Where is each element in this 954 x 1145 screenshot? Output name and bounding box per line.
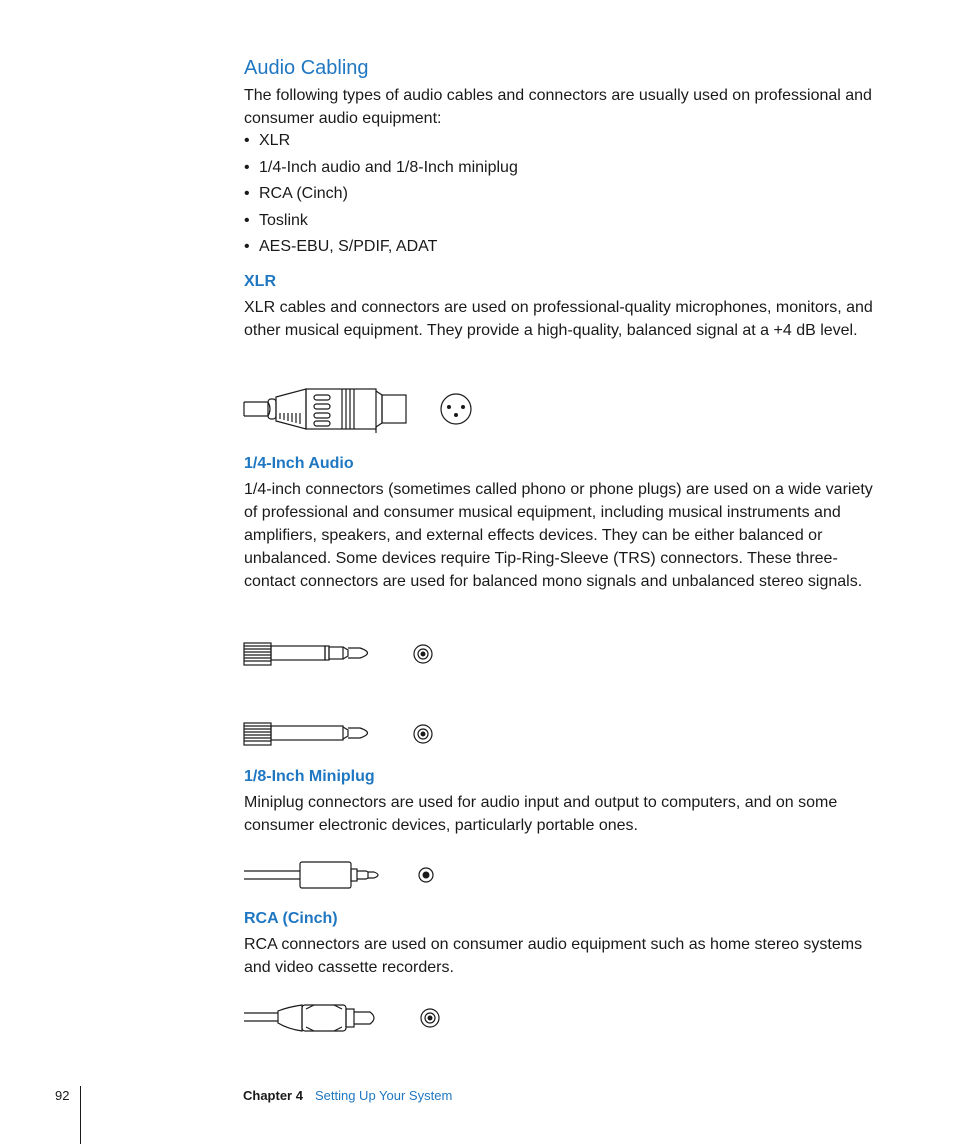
section-title-miniplug: 1/8-Inch Miniplug — [244, 768, 375, 785]
section-body-xlr: XLR cables and connectors are used on professional-quality microphones, monitors, and other musical equipment. They provide a high-quality, balanced signal at a +4 dB level. — [244, 299, 873, 339]
footer-divider — [80, 1086, 81, 1144]
list-item: • 1/4-Inch audio and 1/8-Inch miniplug — [244, 158, 518, 176]
chapter-title: Setting Up Your System — [314, 1088, 453, 1103]
trs-plug-illustration — [244, 638, 436, 670]
list-item: • AES-EBU, S/PDIF, ADAT — [244, 238, 438, 255]
list-item: • XLR — [244, 132, 291, 149]
footer-chapter — [243, 1088, 452, 1103]
list-item: • Toslink — [244, 211, 308, 229]
page-number: 92 — [55, 1088, 70, 1103]
xlr-connector-illustration — [244, 385, 476, 435]
section-title-rca: RCA (Cinch) — [244, 910, 338, 927]
connector-list — [244, 129, 518, 262]
chapter-label: Chapter 4 — [243, 1088, 303, 1103]
section-body-quarter-inch: 1/4-inch connectors (sometimes called phono or phone plugs) are used on a wide variety of professional and consumer musical equipment, including musical instruments and amplifiers, speakers, and external effects devices. They can be either balanced or unbalanced. Some devices require Tip-Ring-Sleeve (TRS) connectors. These three-contact connectors are used for balanced mono signals and unbalanced stereo signals. — [244, 481, 873, 590]
intro-paragraph: The following types of audio cables and connectors are usually used on professional and consumer audio equipment: — [244, 87, 872, 127]
miniplug-illustration — [244, 859, 436, 891]
section-body-miniplug: Miniplug connectors are used for audio input and output to computers, and on some consumer electronic devices, particularly portable ones. — [244, 794, 838, 834]
page-heading: Audio Cabling — [244, 57, 369, 79]
rca-plug-illustration — [244, 1001, 444, 1035]
section-title-quarter-inch: 1/4-Inch Audio — [244, 455, 354, 472]
section-body-rca: RCA connectors are used on consumer audio equipment such as home stereo systems and video cassette recorders. — [244, 936, 863, 976]
section-title-xlr: XLR — [244, 273, 276, 290]
ts-plug-illustration — [244, 718, 436, 750]
list-item: • RCA (Cinch) — [244, 185, 348, 202]
